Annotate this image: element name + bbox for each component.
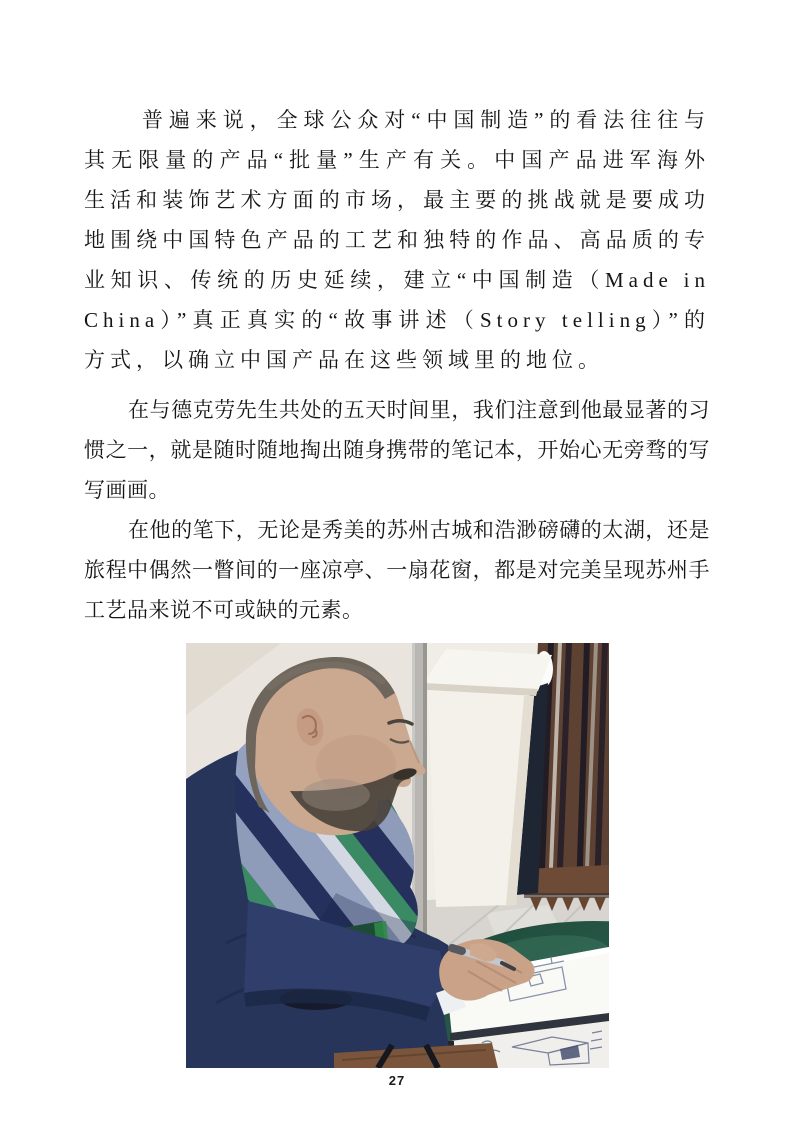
photo-man-sketching [186, 643, 609, 1068]
paragraph-five-days-habit: 在与德克劳先生共处的五天时间里，我们注意到他最显著的习惯之一，就是随时随地掏出随身携带的笔记本，开始心无旁骛的写写画画。 [84, 398, 710, 502]
paragraph-sketch-elements: 在他的笔下，无论是秀美的苏州古城和浩渺磅礴的太湖，还是旅程中偶然一瞥间的一座凉亭、一扇花窗，都是对完美呈现苏州手工艺品来说不可或缺的元素。 [84, 518, 710, 622]
paragraph-made-in-china: 普遍来说，全球公众对“中国制造”的看法往往与其无限量的产品“批量”生产有关。中国产品进军海外生活和装饰艺术方面的市场，最主要的挑战就是要成功地围绕中国特色产品的工艺和独特的作品、高品质的专业知识、传统的历史延续，建立“中国制造（Made in China）”真正真实的“故事讲述（Story telling）”的方式，以确立中国产品在这些领域里的地位。 [84, 108, 710, 372]
page-number: 27 [388, 1073, 406, 1088]
